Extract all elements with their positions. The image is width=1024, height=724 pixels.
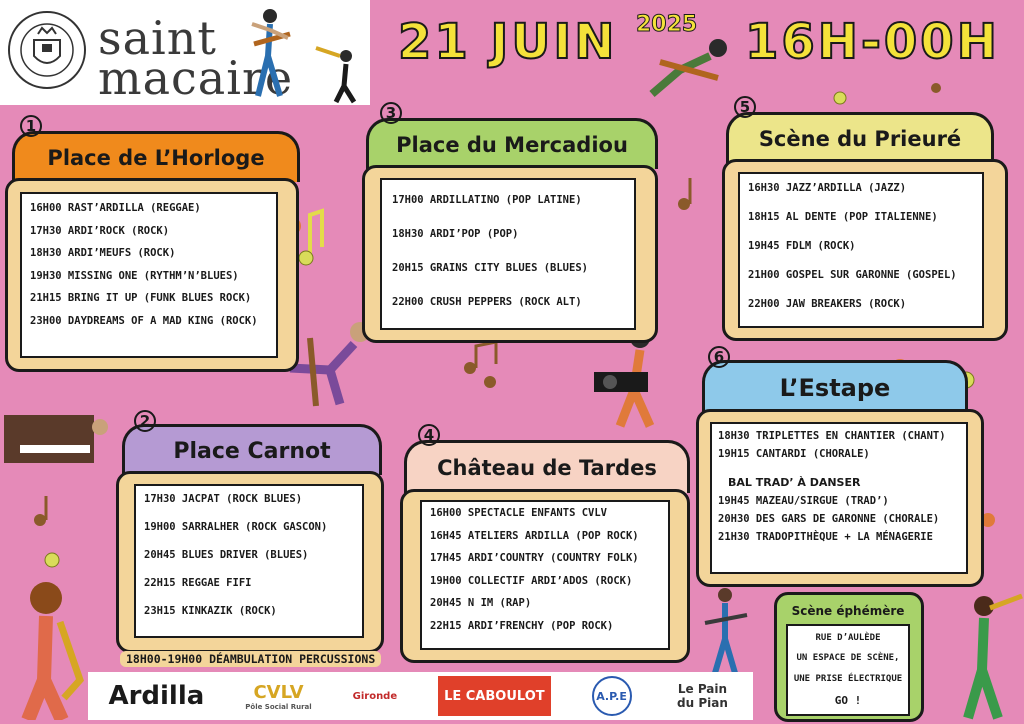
schedule-row: 23H15 KINKAZIK (ROCK) [144, 605, 277, 617]
schedule-row: 18H30 ARDI’POP (POP) [392, 228, 519, 240]
schedule-list [20, 192, 278, 358]
schedule-row: 16H00 SPECTACLE ENFANTS CVLV [430, 507, 608, 519]
stage-number: 1 [20, 115, 42, 137]
schedule-row: 19H00 SARRALHER (ROCK GASCON) [144, 521, 328, 533]
bal-trad-heading: BAL TRAD’ À DANSER [728, 476, 861, 489]
pianist-figure-icon [0, 405, 120, 475]
schedule-list [380, 178, 636, 330]
event-date: 21 JUIN [398, 14, 618, 70]
schedule-row: 19H30 MISSING ONE (RYTHM’N’BLUES) [30, 269, 239, 282]
ephemere-line: GO ! [834, 693, 862, 707]
town-name-line1: saint [98, 11, 217, 65]
schedule-row: 23H00 DAYDREAMS OF A MAD KING (ROCK) [30, 314, 258, 327]
bassist-figure-icon [695, 585, 755, 675]
schedule-spacer [718, 466, 960, 470]
stage-title: Scène du Prieuré [726, 112, 994, 163]
schedule-row: 22H15 ARDI’FRENCHY (POP ROCK) [430, 619, 614, 632]
schedule-row: 16H30 JAZZ’ARDILLA (JAZZ) [748, 182, 907, 194]
schedule-row: 21H30 TRADOPITHÈQUE + LA MÉNAGERIE [718, 531, 933, 543]
stage-title: L’Estape [702, 360, 968, 413]
schedule-row: 17H30 ARDI’ROCK (ROCK) [30, 224, 170, 237]
schedule-row: 22H00 JAW BREAKERS (ROCK) [748, 298, 907, 310]
sponsor-ardilla: Ardilla [108, 681, 205, 711]
sponsor-strip [88, 672, 753, 720]
stage-number: 5 [734, 96, 756, 118]
schedule-row: 17H00 ARDILLATINO (POP LATINE) [392, 194, 582, 206]
schedule-row: 20H30 DES GARS DE GARONNE (CHORALE) [718, 513, 940, 525]
ephemere-box [786, 624, 910, 716]
stage-number: 2 [134, 410, 156, 432]
schedule-row: 17H30 JACPAT (ROCK BLUES) [144, 493, 303, 505]
sponsor-cvlv-sub: Pôle Social Rural [245, 702, 312, 711]
guitarist-figure-icon [640, 30, 750, 100]
schedule-row: 17H45 ARDI’COUNTRY (COUNTRY FOLK) [430, 552, 639, 564]
schedule-row: 20H15 GRAINS CITY BLUES (BLUES) [392, 262, 588, 274]
schedule-row: 18H30 ARDI’MEUFS (ROCK) [30, 247, 176, 259]
event-hours: 16H-00H [745, 14, 1000, 70]
schedule-row: 21H15 BRING IT UP (FUNK BLUES ROCK) [30, 292, 252, 304]
ephemere-title: Scène éphémère [791, 604, 905, 618]
stage-title: Château de Tardes [404, 440, 690, 493]
schedule-row: 20H45 N IM (RAP) [430, 597, 532, 609]
town-name-line2: macaire [98, 51, 294, 105]
schedule-row: 22H00 CRUSH PEPPERS (ROCK ALT) [392, 296, 582, 308]
schedule-list [710, 422, 968, 574]
event-year: 2025 [636, 12, 698, 37]
schedule-row: 19H15 CANTARDI (CHORALE) [718, 448, 870, 460]
stage-title: Place Carnot [122, 424, 382, 475]
stage-number: 4 [418, 424, 440, 446]
schedule-row: 21H00 GOSPEL SUR GARONNE (GOSPEL) [748, 269, 957, 281]
stage-title: Place de L’Horloge [12, 131, 300, 182]
schedule-row: 22H15 REGGAE FIFI [144, 577, 252, 589]
ephemere-line: UN ESPACE DE SCÈNE, [796, 653, 900, 664]
schedule-row: 19H45 MAZEAU/SIRGUE (TRAD’) [718, 495, 889, 507]
schedule-row: 19H45 FDLM (ROCK) [748, 240, 856, 252]
schedule-row: 18H15 AL DENTE (POP ITALIENNE) [748, 211, 938, 223]
schedule-row: 20H45 BLUES DRIVER (BLUES) [144, 549, 309, 561]
ephemere-line: RUE D’AULÈDE [815, 633, 881, 644]
trumpeter-figure-icon [944, 590, 1024, 720]
ephemere-line: UNE PRISE ÉLECTRIQUE [793, 673, 903, 684]
sponsor-caboulot: LE CABOULOT [438, 676, 551, 716]
schedule-row: 19H00 COLLECTIF ARDI’ADOS (ROCK) [430, 574, 633, 587]
sponsor-cvlv [245, 676, 311, 716]
stage-number: 6 [708, 346, 730, 368]
schedule-list [738, 172, 984, 328]
sponsor-pain-pian: Le Pain du Pian [677, 682, 728, 710]
schedule-list [420, 500, 670, 650]
schedule-list [134, 484, 364, 638]
schedule-row: 16H00 RAST’ARDILLA (REGGAE) [30, 202, 201, 214]
schedule-row: 16H45 ATELIERS ARDILLA (POP ROCK) [430, 529, 639, 542]
sponsor-gironde: Gironde [352, 690, 398, 702]
schedule-row: 18H30 TRIPLETTES EN CHANTIER (CHANT) [718, 430, 946, 442]
stage-title: Place du Mercadiou [366, 118, 658, 169]
stage-number: 3 [380, 102, 402, 124]
sponsor-cvlv-name: CVLV [253, 681, 304, 703]
sponsor-ape: A.P.E [592, 676, 632, 716]
deambulation-banner: 18H00-19H00 DÉAMBULATION PERCUSSIONS [120, 651, 381, 667]
